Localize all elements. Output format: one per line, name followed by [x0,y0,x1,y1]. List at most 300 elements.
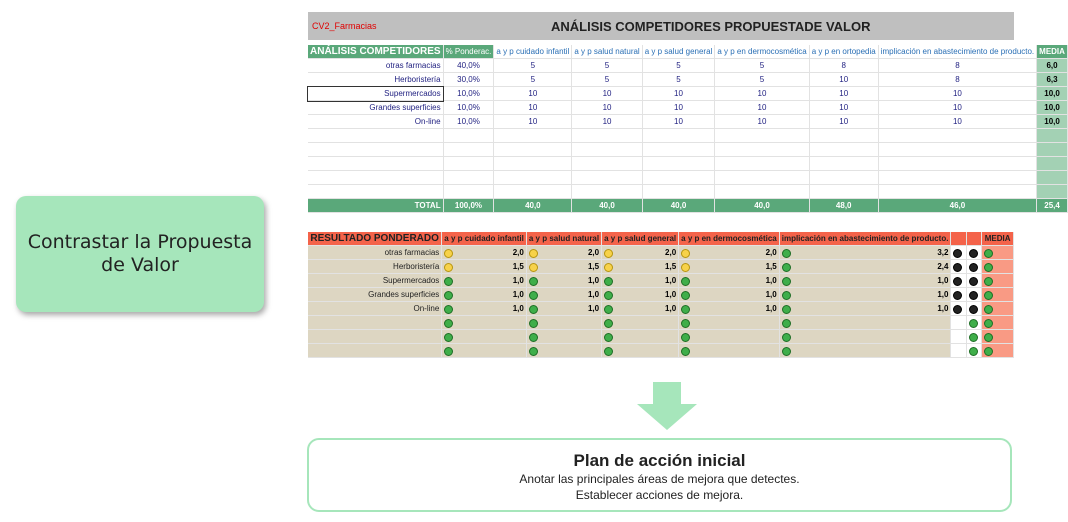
weighted-cell[interactable] [442,302,527,316]
value-cell[interactable] [642,185,715,199]
green-indicator-icon [782,319,791,328]
competitors-table [308,45,1068,213]
green-indicator-icon [604,333,613,342]
yellow-indicator-icon [604,263,613,272]
pond-cell[interactable]: 10,0% [443,101,494,115]
weighted-name[interactable] [308,316,442,330]
weighted-cell[interactable] [602,260,679,274]
green-indicator-icon [604,347,613,356]
weighted-value: 1,0 [765,289,777,299]
yellow-indicator-icon [444,263,453,272]
weighted-cell[interactable] [602,288,679,302]
value-cell[interactable]: 10 [809,115,878,129]
total-cell: 40,0 [715,199,809,213]
media-cell[interactable]: 6,0 [1037,59,1068,73]
weighted-name[interactable]: Grandes superficies [308,288,442,302]
weighted-cell[interactable] [779,274,951,288]
weighted-value: 2,0 [587,247,600,257]
media-cell[interactable]: 10,0 [1037,87,1068,101]
competitor-row [308,73,1067,87]
weighted-cell[interactable] [779,246,951,260]
pond-cell[interactable] [443,171,494,185]
value-cell[interactable] [642,129,715,143]
competitor-name[interactable]: Herboristería [308,73,443,87]
value-cell[interactable] [809,171,878,185]
yellow-indicator-icon [681,249,690,258]
green-indicator-icon [529,305,538,314]
value-cell[interactable] [878,171,1036,185]
black-indicator-icon [969,277,978,286]
green-indicator-icon [969,333,978,342]
competitor-row [308,185,1067,199]
weighted-cell[interactable] [442,288,527,302]
wcol-header [951,232,966,246]
weighted-value: 1,0 [665,303,677,313]
down-arrow-icon [637,382,697,430]
weighted-cell[interactable] [679,330,780,344]
value-cell[interactable] [494,185,572,199]
media-cell[interactable]: 10,0 [1037,115,1068,129]
weighted-cell[interactable] [982,330,1014,344]
weighted-cell[interactable] [526,330,601,344]
black-indicator-icon [953,249,962,258]
green-indicator-icon [604,291,613,300]
weighted-value: 1,0 [587,289,600,299]
black-indicator-icon [969,305,978,314]
value-cell[interactable]: 8 [809,59,878,73]
green-indicator-icon [782,263,791,272]
weighted-cell[interactable] [951,302,966,316]
weighted-row [308,246,1014,260]
weighted-cell[interactable] [602,274,679,288]
col-header: a y p salud natural [572,45,642,59]
value-cell[interactable] [715,129,809,143]
weighted-value: 1,0 [512,303,524,313]
weighted-cell[interactable] [602,246,679,260]
weighted-media-header: MEDIA [982,232,1014,246]
col-header: a y p en ortopedia [809,45,878,59]
value-cell[interactable]: 5 [642,59,715,73]
value-cell[interactable] [572,157,642,171]
value-cell[interactable]: 5 [494,59,572,73]
total-cell: 48,0 [809,199,878,213]
weighted-cell[interactable] [526,302,601,316]
black-indicator-icon [953,305,962,314]
wcol-blank [966,232,981,246]
green-indicator-icon [984,347,993,356]
pond-cell[interactable] [443,157,494,171]
black-indicator-icon [953,277,962,286]
green-indicator-icon [969,347,978,356]
green-indicator-icon [984,333,993,342]
value-cell[interactable]: 10 [878,115,1036,129]
down-arrow-head [637,404,697,430]
wcol-header: a y p salud general [602,232,679,246]
weighted-value: 2,0 [512,247,524,257]
weighted-cell[interactable] [442,260,527,274]
pond-cell[interactable]: 30,0% [443,73,494,87]
sheet-title: ANÁLISIS COMPETIDORES PROPUESTADE VALOR [551,19,871,34]
value-cell[interactable]: 10 [878,101,1036,115]
weighted-value: 1,0 [587,275,600,285]
total-cell: 40,0 [572,199,642,213]
weighted-cell[interactable] [951,330,966,344]
value-cell[interactable]: 10 [809,73,878,87]
sheet-title-bar [308,12,1014,40]
plan-line-1: Anotar las principales áreas de mejora que detectes. [519,472,800,486]
total-cell: 40,0 [494,199,572,213]
value-cell[interactable] [494,157,572,171]
black-indicator-icon [969,263,978,272]
weighted-cell[interactable] [966,274,981,288]
spreadsheet[interactable] [308,12,1065,372]
competitor-row [308,115,1067,129]
value-cell[interactable] [494,143,572,157]
value-cell[interactable]: 10 [715,87,809,101]
weighted-header: RESULTADO PONDERADO [308,232,442,246]
weighted-cell[interactable] [602,316,679,330]
value-cell[interactable] [642,157,715,171]
value-cell[interactable] [715,171,809,185]
green-indicator-icon [681,277,690,286]
weighted-cell[interactable] [982,288,1014,302]
weighted-cell[interactable] [679,344,780,358]
value-cell[interactable] [642,171,715,185]
green-indicator-icon [529,347,538,356]
pond-cell[interactable] [443,129,494,143]
value-cell[interactable]: 10 [642,101,715,115]
media-cell[interactable] [1037,129,1068,143]
weighted-cell[interactable] [982,246,1014,260]
weighted-cell[interactable] [679,302,780,316]
value-cell[interactable] [715,185,809,199]
value-cell[interactable] [494,129,572,143]
green-indicator-icon [444,291,453,300]
value-cell[interactable] [809,143,878,157]
value-cell[interactable]: 10 [715,115,809,129]
weighted-value: 3,2 [937,247,949,257]
weighted-cell[interactable] [442,316,527,330]
pond-cell[interactable] [443,185,494,199]
green-indicator-icon [681,319,690,328]
contrastar-box [16,196,264,312]
media-cell[interactable] [1037,171,1068,185]
weighted-cell[interactable] [526,316,601,330]
competitor-name[interactable] [308,157,443,171]
media-cell[interactable] [1037,185,1068,199]
pond-cell[interactable]: 40,0% [443,59,494,73]
competitor-row [308,129,1067,143]
pond-header: % Ponderac. [443,45,494,59]
media-cell[interactable]: 6,3 [1037,73,1068,87]
competitor-name[interactable]: On-line [308,115,443,129]
weighted-cell[interactable] [951,260,966,274]
value-cell[interactable] [715,143,809,157]
weighted-cell[interactable] [966,246,981,260]
green-indicator-icon [681,291,690,300]
value-cell[interactable] [494,171,572,185]
value-cell[interactable] [878,129,1036,143]
col-header: implicación en abastecimiento de producto. [878,45,1036,59]
weighted-table [308,232,1014,358]
pond-cell[interactable]: 10,0% [443,115,494,129]
value-cell[interactable]: 10 [809,87,878,101]
down-arrow-shaft [653,382,681,404]
green-indicator-icon [604,305,613,314]
green-indicator-icon [782,249,791,258]
black-indicator-icon [969,249,978,258]
green-indicator-icon [444,319,453,328]
value-cell[interactable] [878,185,1036,199]
weighted-cell[interactable] [602,330,679,344]
weighted-name[interactable]: otras farmacias [308,246,442,260]
competitors-header: ANÁLISIS COMPETIDORES [308,45,443,59]
yellow-indicator-icon [604,249,613,258]
competitor-row [308,157,1067,171]
file-name: CV2_Farmacias [312,21,377,31]
value-cell[interactable]: 10 [642,115,715,129]
plan-line-2: Establecer acciones de mejora. [575,488,744,502]
value-cell[interactable] [809,129,878,143]
weighted-cell[interactable] [982,344,1014,358]
weighted-value: 1,0 [937,289,949,299]
weighted-value: 1,5 [765,261,777,271]
weighted-value: 1,0 [512,275,524,285]
green-indicator-icon [782,333,791,342]
weighted-name[interactable] [308,330,442,344]
yellow-indicator-icon [444,249,453,258]
weighted-row [308,274,1014,288]
green-indicator-icon [529,291,538,300]
weighted-cell[interactable] [602,344,679,358]
value-cell[interactable]: 10 [572,115,642,129]
competitor-row [308,101,1067,115]
col-header: a y p salud general [642,45,715,59]
competitor-row [308,59,1067,73]
weighted-name[interactable]: Herboristería [308,260,442,274]
weighted-cell[interactable] [679,316,780,330]
weighted-value: 2,0 [765,247,777,257]
weighted-cell[interactable] [679,246,780,260]
total-media: 25,4 [1037,199,1068,213]
value-cell[interactable] [572,171,642,185]
green-indicator-icon [681,347,690,356]
weighted-cell[interactable] [951,274,966,288]
value-cell[interactable]: 10 [494,115,572,129]
competitors-header-row [308,45,1067,59]
competitor-name[interactable]: otras farmacias [308,59,443,73]
green-indicator-icon [782,277,791,286]
action-plan-box [307,438,1012,512]
weighted-cell[interactable] [442,344,527,358]
weighted-cell[interactable] [679,288,780,302]
weighted-cell[interactable] [779,330,951,344]
col-header: a y p cuidado infantil [494,45,572,59]
weighted-name[interactable]: Supermercados [308,274,442,288]
weighted-cell[interactable] [442,274,527,288]
green-indicator-icon [529,319,538,328]
green-indicator-icon [604,277,613,286]
weighted-row [308,260,1014,274]
green-indicator-icon [529,277,538,286]
weighted-cell[interactable] [779,344,951,358]
green-indicator-icon [681,305,690,314]
weighted-cell[interactable] [966,316,981,330]
value-cell[interactable] [878,143,1036,157]
media-cell[interactable] [1037,157,1068,171]
green-indicator-icon [782,347,791,356]
weighted-cell[interactable] [951,344,966,358]
weighted-row [308,316,1014,330]
weighted-value: 1,0 [587,303,600,313]
green-indicator-icon [984,277,993,286]
media-cell[interactable] [1037,143,1068,157]
weighted-row [308,288,1014,302]
green-indicator-icon [984,291,993,300]
weighted-value: 1,0 [765,275,777,285]
black-indicator-icon [953,291,962,300]
green-indicator-icon [444,305,453,314]
weighted-cell[interactable] [679,274,780,288]
weighted-cell[interactable] [442,330,527,344]
weighted-cell[interactable] [779,316,951,330]
weighted-cell[interactable] [982,302,1014,316]
competitor-name[interactable] [308,171,443,185]
yellow-indicator-icon [681,263,690,272]
weighted-cell[interactable] [779,302,951,316]
weighted-value: 2,4 [937,261,949,271]
value-cell[interactable]: 10 [572,101,642,115]
value-cell[interactable] [715,157,809,171]
competitor-name[interactable]: Grandes superficies [308,101,443,115]
weighted-cell[interactable] [982,274,1014,288]
green-indicator-icon [969,319,978,328]
weighted-cell[interactable] [982,260,1014,274]
weighted-cell[interactable] [442,246,527,260]
weighted-cell[interactable] [966,344,981,358]
competitor-name[interactable] [308,143,443,157]
value-cell[interactable] [572,185,642,199]
total-cell: 40,0 [642,199,715,213]
green-indicator-icon [782,291,791,300]
weighted-name[interactable]: On-line [308,302,442,316]
weighted-value: 1,5 [587,261,600,271]
plan-title: Plan de acción inicial [573,451,746,470]
weighted-cell[interactable] [602,302,679,316]
green-indicator-icon [681,333,690,342]
value-cell[interactable] [572,129,642,143]
value-cell[interactable]: 5 [494,73,572,87]
value-cell[interactable]: 8 [878,73,1036,87]
green-indicator-icon [984,249,993,258]
green-indicator-icon [984,263,993,272]
weighted-cell[interactable] [966,302,981,316]
competitor-name[interactable]: Supermercados [308,87,443,101]
value-cell[interactable] [809,157,878,171]
wcol-header: implicación en abastecimiento de producto. [779,232,951,246]
weighted-cell[interactable] [526,274,601,288]
pond-cell[interactable] [443,143,494,157]
weighted-cell[interactable] [951,246,966,260]
green-indicator-icon [444,277,453,286]
value-cell[interactable]: 10 [878,87,1036,101]
weighted-value: 1,5 [665,261,677,271]
green-indicator-icon [529,333,538,342]
media-cell[interactable]: 10,0 [1037,101,1068,115]
weighted-cell[interactable] [982,316,1014,330]
competitor-name[interactable] [308,129,443,143]
competitor-row [308,171,1067,185]
value-cell[interactable] [642,143,715,157]
competitor-name[interactable] [308,185,443,199]
wcol-header: a y p cuidado infantil [442,232,527,246]
weighted-row [308,302,1014,316]
weighted-cell[interactable] [951,288,966,302]
value-cell[interactable] [572,143,642,157]
weighted-cell[interactable] [779,288,951,302]
pond-cell[interactable]: 10,0% [443,87,494,101]
value-cell[interactable] [809,185,878,199]
value-cell[interactable]: 10 [642,87,715,101]
weighted-value: 1,0 [665,289,677,299]
value-cell[interactable]: 5 [572,73,642,87]
weighted-cell[interactable] [526,288,601,302]
total-pond: 100,0% [443,199,494,213]
contrastar-label: Contrastar la Propuesta de Valor [27,231,253,276]
col-header: a y p en dermocosmética [715,45,809,59]
value-cell[interactable]: 10 [715,101,809,115]
value-cell[interactable]: 5 [642,73,715,87]
weighted-cell[interactable] [966,288,981,302]
black-indicator-icon [953,263,962,272]
weighted-cell[interactable] [779,260,951,274]
competitor-row [308,87,1067,101]
value-cell[interactable]: 8 [878,59,1036,73]
value-cell[interactable]: 10 [494,87,572,101]
black-indicator-icon [969,291,978,300]
value-cell[interactable]: 10 [572,87,642,101]
weighted-row [308,330,1014,344]
value-cell[interactable]: 10 [809,101,878,115]
yellow-indicator-icon [529,249,538,258]
value-cell[interactable]: 5 [715,73,809,87]
wcol-header: a y p salud natural [526,232,601,246]
value-cell[interactable] [878,157,1036,171]
weighted-name[interactable] [308,344,442,358]
weighted-cell[interactable] [679,260,780,274]
weighted-cell[interactable] [966,260,981,274]
value-cell[interactable]: 10 [494,101,572,115]
weighted-cell[interactable] [526,246,601,260]
value-cell[interactable]: 5 [572,59,642,73]
value-cell[interactable]: 5 [715,59,809,73]
weighted-value: 2,0 [665,247,677,257]
green-indicator-icon [782,305,791,314]
total-row [308,199,1067,213]
weighted-cell[interactable] [526,344,601,358]
wcol-header: a y p en dermocosmética [679,232,780,246]
weighted-cell[interactable] [526,260,601,274]
weighted-value: 1,0 [937,275,949,285]
weighted-cell[interactable] [966,330,981,344]
weighted-value: 1,0 [665,275,677,285]
yellow-indicator-icon [529,263,538,272]
weighted-cell[interactable] [951,316,966,330]
weighted-value: 1,0 [765,303,777,313]
green-indicator-icon [444,333,453,342]
competitor-row [308,143,1067,157]
green-indicator-icon [984,319,993,328]
